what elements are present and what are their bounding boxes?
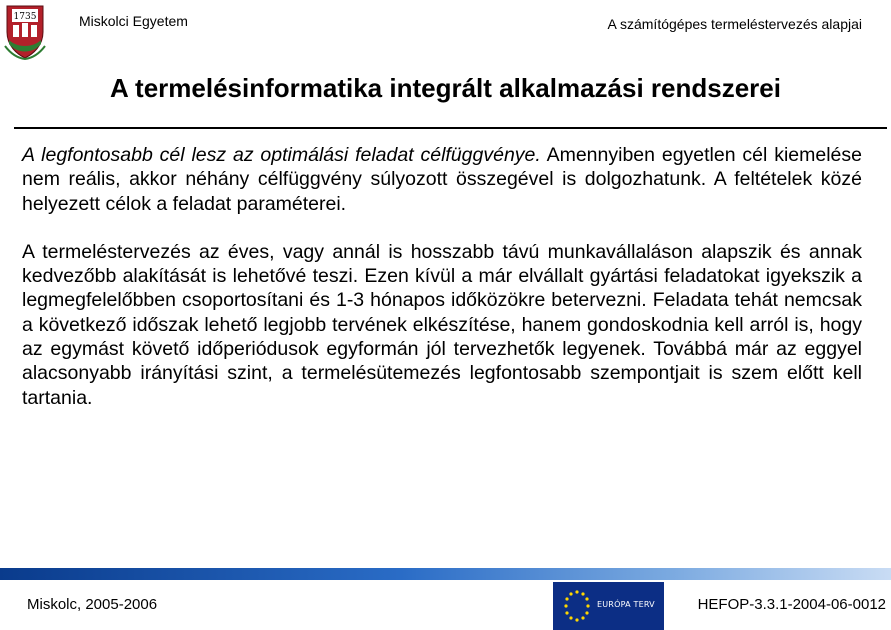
university-crest-icon — [3, 2, 47, 60]
eu-stars-icon — [557, 582, 597, 630]
footer-project-code: HEFOP-3.3.1-2004-06-0012 — [697, 596, 886, 613]
page-title: A termelésinformatika integrált alkalmazási rendszerei — [110, 73, 781, 103]
paragraph-2: A termeléstervezés az éves, vagy annál is hosszabb távú munkavállaláson alapszik és annak kedvezőbb alakítását is lehetővé teszi. Ezen kívül a már elvállalt gyártási feladatokat igyekszik a legmegfelelőbben csoportosítani és 1-3 hónapos időközökre betervezni. Feladata tehát nemcsak a következő időszak lehető legjobb tervének elkészítése, hanem gondoskodnia kell arról is, hogy az egymást követő időperiódusok egyformán jól tervezhetők legyenek. Továbbá már az eggyel alacsonyabb irányítási szint, a termelésütemezés legfontosabb szempontjait is szem előtt kell tartania. — [22, 240, 862, 409]
eu-logo — [553, 582, 664, 630]
university-name: Miskolci Egyetem — [79, 13, 188, 29]
paragraph-1-text: Amennyiben egyetlen cél kiemelése nem reális, akkor néhány célfüggvény súlyozott összegével is dolgozhatunk. A feltételek közé helyezett célok a feladat paraméterei. — [22, 144, 862, 215]
eu-logo-text: EURÓPA TERV — [597, 600, 655, 609]
footer-location-years: Miskolc, 2005-2006 — [27, 596, 158, 613]
footer-stripe — [0, 568, 891, 580]
paragraph-1-emphasis: A legfontosabb cél lesz az optimálási feladat célfüggvénye. — [22, 144, 541, 166]
title-divider — [14, 127, 887, 129]
body-text — [22, 143, 862, 434]
paragraph-1 — [22, 143, 862, 216]
course-title: A számítógépes termeléstervezés alapjai — [607, 16, 862, 32]
crest-year-text: 1735 — [13, 12, 37, 22]
